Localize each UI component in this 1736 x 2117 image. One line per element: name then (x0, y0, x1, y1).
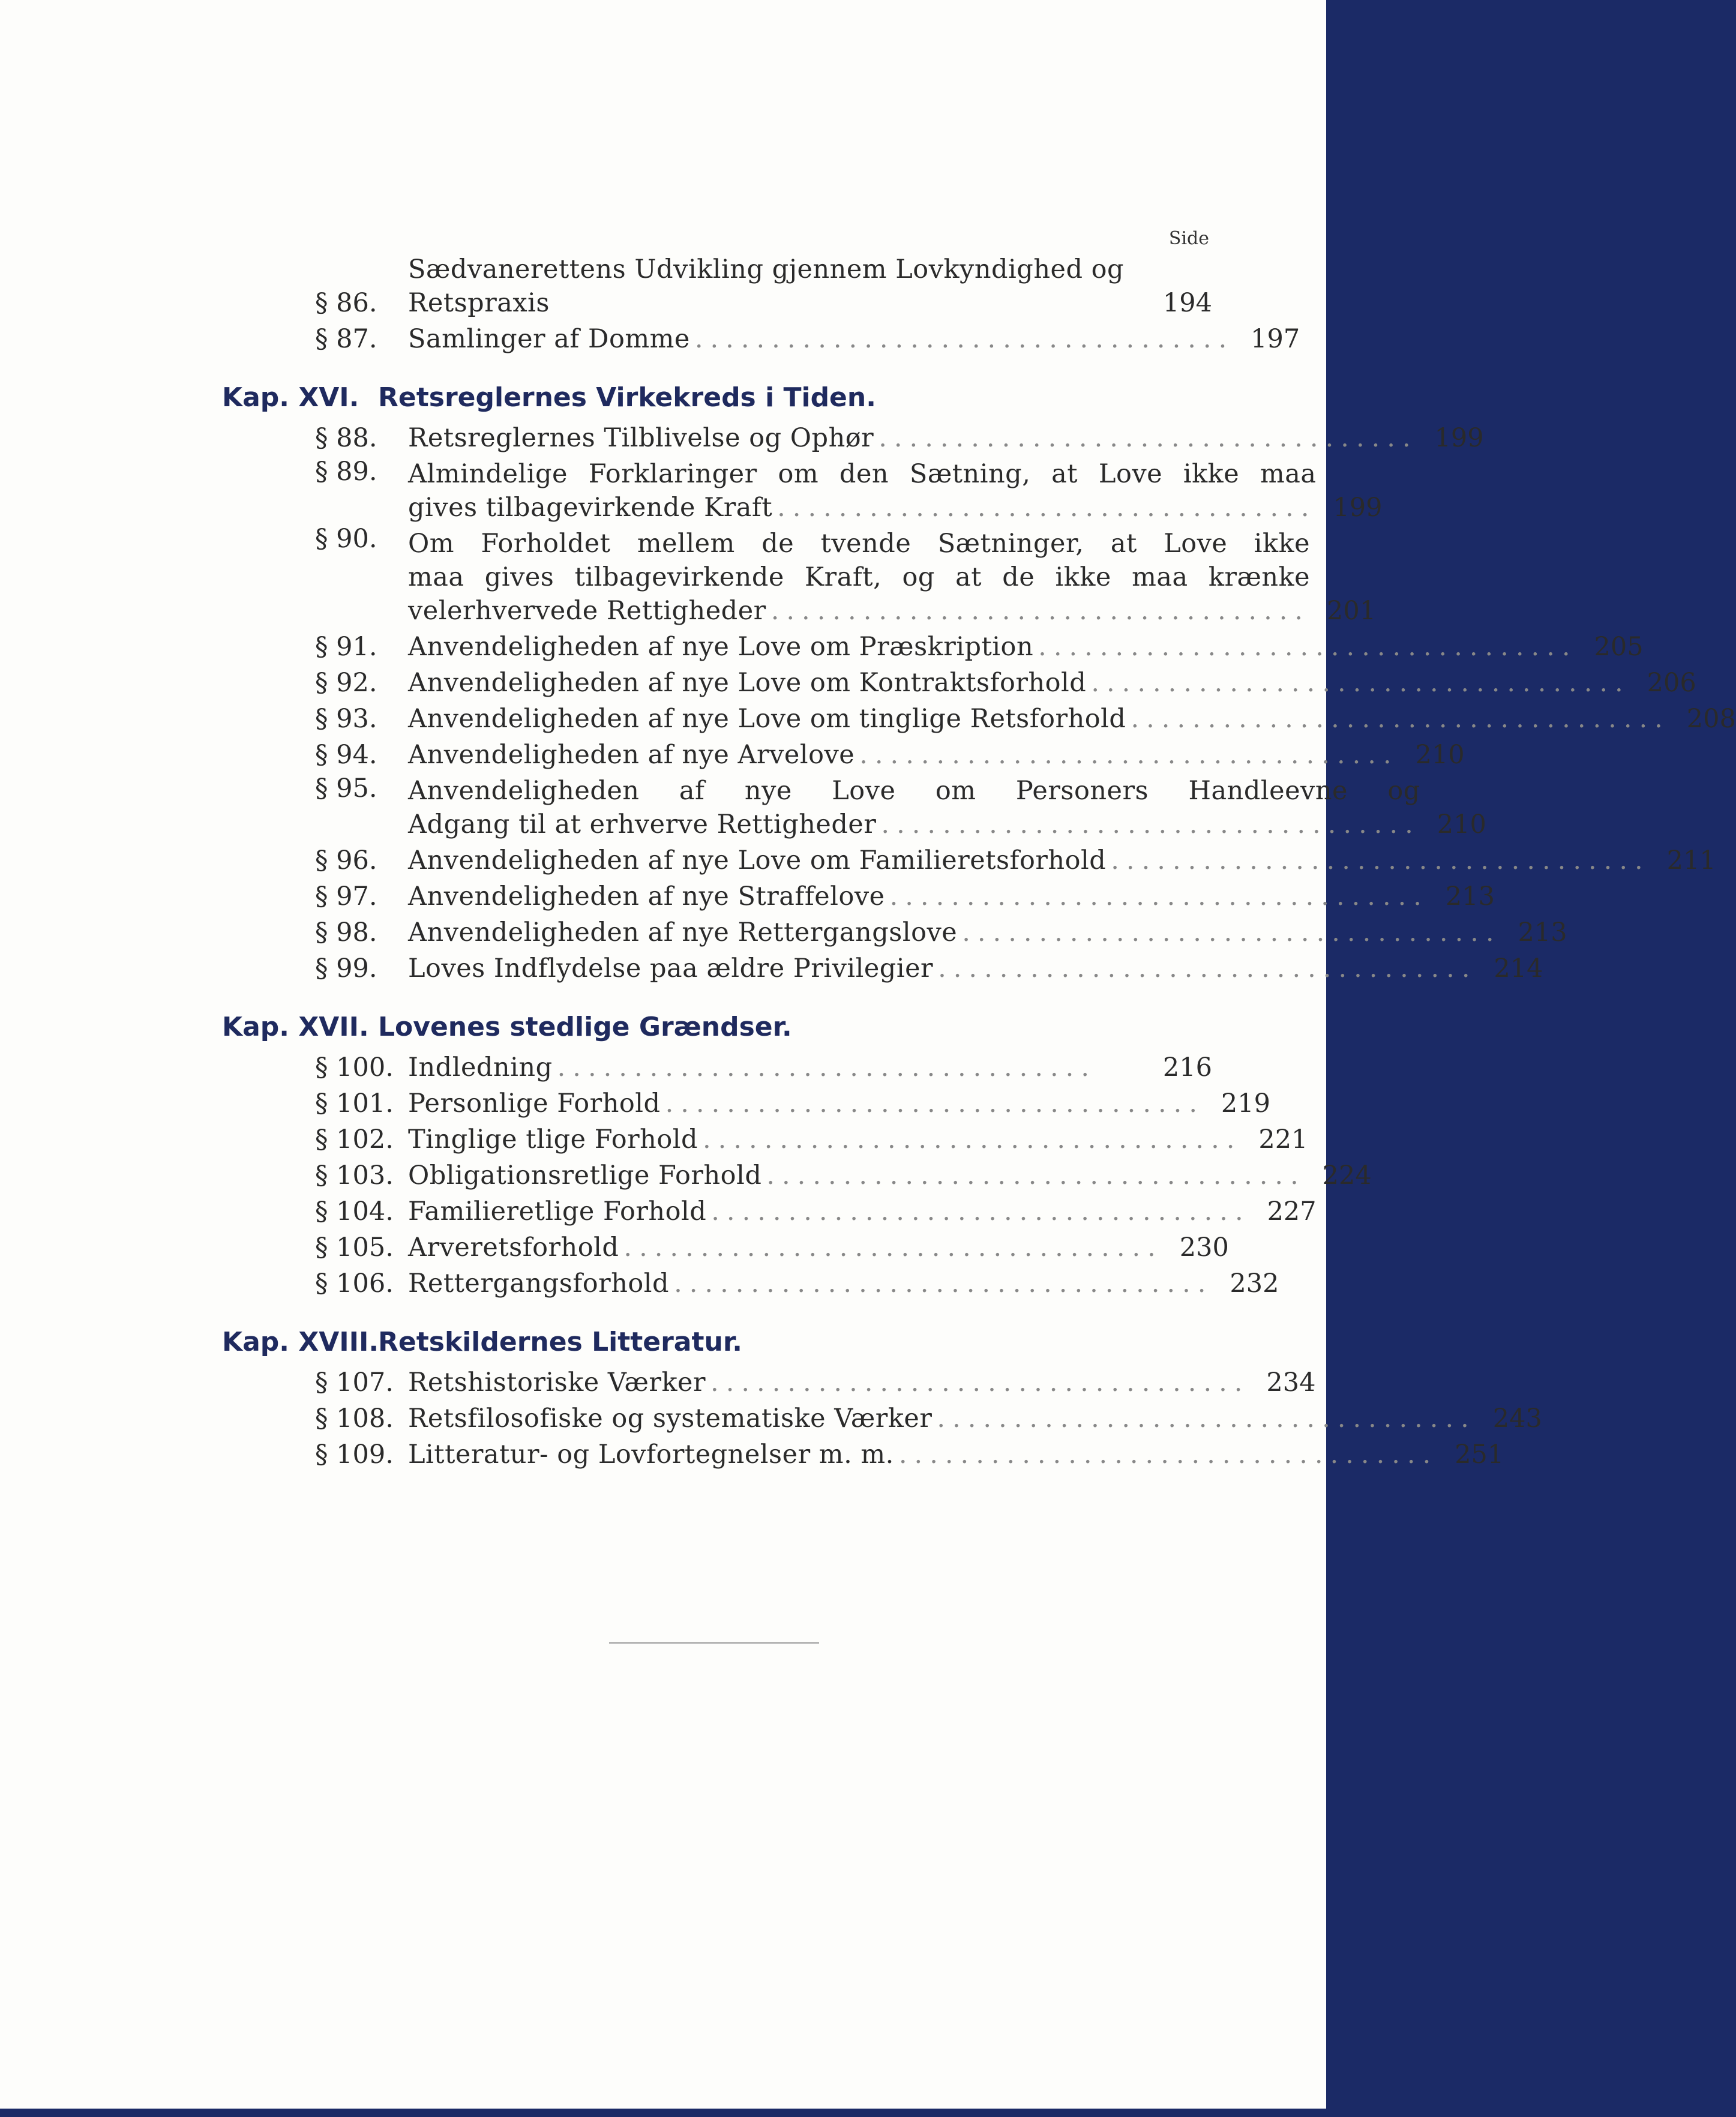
leader-dots: ................................... (710, 1368, 1250, 1398)
toc-entry (228, 421, 1484, 455)
chapter-heading (222, 382, 1212, 413)
leader-dots: ................................... (938, 953, 1477, 983)
section-number: § 94. (315, 740, 377, 770)
section-number: § 100. (315, 1052, 394, 1083)
toc-entry (228, 666, 1696, 700)
toc-entry (228, 457, 1383, 524)
leader-dots: ................................... (879, 423, 1418, 453)
page-number: 243 (1492, 1404, 1542, 1434)
entry-title: Retshistoriske Værker (408, 1368, 706, 1398)
section-number: § 101. (315, 1089, 394, 1119)
section-number: § 99. (315, 953, 377, 983)
toc-entry (228, 1051, 1212, 1084)
toc-entry (228, 702, 1736, 736)
leader-dots: ................................... (770, 596, 1311, 626)
page-number: 214 (1494, 953, 1543, 983)
page-number: 210 (1437, 809, 1486, 839)
toc-entry (228, 524, 1377, 628)
entry-title: Anvendeligheden af nye Love om Kontraktsforhold (408, 668, 1087, 698)
toc-entry (228, 1438, 1504, 1471)
chapter-number: Kap. XVII. (222, 1012, 369, 1042)
toc-entry (228, 1123, 1308, 1156)
page-number: 213 (1518, 917, 1567, 947)
page-number: 194 (1162, 288, 1212, 318)
section-number: § 91. (315, 632, 377, 662)
end-divider-rule (609, 1642, 819, 1644)
toc-entry (228, 773, 1486, 841)
page-number: 219 (1221, 1089, 1270, 1119)
page-number: 199 (1434, 423, 1484, 453)
leader-dots: ................................... (694, 324, 1234, 354)
toc-entry (228, 916, 1567, 949)
page-number: 216 (1162, 1052, 1212, 1083)
toc-entry (228, 1159, 1372, 1192)
page-number: 234 (1266, 1368, 1316, 1398)
leader-dots: ................................... (1091, 668, 1630, 698)
leader-dots: ................................... (1038, 632, 1578, 662)
section-number: § 102. (315, 1125, 394, 1155)
chapter-title: Lovenes stedlige Grændser. (378, 1012, 792, 1042)
page-number: 224 (1322, 1161, 1372, 1191)
leader-dots: ................................... (623, 1233, 1163, 1263)
entry-title: Almindelige Forklaringer om den Sætning, at Love ikke maa (408, 459, 1317, 489)
entry-title: Anvendeligheden af nye Love om tinglige Retsforhold (408, 704, 1126, 734)
leader-dots: ................................... (1111, 845, 1650, 875)
entry-title: Obligationsretlige Forhold (408, 1161, 762, 1191)
entry-title: Familieretlige Forhold (408, 1197, 707, 1227)
leader-dots: ................................... (889, 881, 1429, 911)
toc-entry (228, 322, 1300, 356)
page-number: 221 (1258, 1125, 1308, 1155)
toc-entry (228, 738, 1465, 772)
toc-entry (228, 1402, 1542, 1435)
entry-title: Retsfilosofiske og systematiske Værker (408, 1404, 933, 1434)
chapter-heading (222, 1327, 1212, 1357)
table-of-contents (222, 228, 1736, 1474)
entry-title: Rettergangsforhold (408, 1269, 670, 1299)
section-number: § 105. (315, 1233, 394, 1263)
entry-title: Om Forholdet mellem de tvende Sætninger, at Love ikke (408, 529, 1311, 559)
section-number: § 90. (315, 524, 377, 554)
section-number: § 107. (315, 1368, 394, 1398)
section-number: § 108. (315, 1404, 394, 1434)
page-number: 230 (1179, 1233, 1229, 1263)
leader-dots: ................................... (881, 809, 1420, 839)
entry-title: Samlinger af Domme (408, 324, 690, 354)
entry-title: Personlige Forhold (408, 1089, 661, 1119)
entry-title: Sædvanerettens Udvikling gjennem Lovkyndighed og Retspraxis (408, 254, 1125, 318)
section-number: § 97. (315, 881, 377, 911)
page-number: 206 (1647, 668, 1696, 698)
page-number: 232 (1230, 1269, 1279, 1299)
entry-title: Anvendeligheden af nye Love om Præskription (408, 632, 1034, 662)
page-number: 205 (1594, 632, 1644, 662)
section-number: § 98. (315, 917, 377, 947)
entry-title-continued: gives tilbagevirkende Kraft (408, 493, 773, 523)
leader-dots: ................................... (557, 1052, 1097, 1083)
section-number: § 96. (315, 845, 377, 875)
toc-entry (228, 880, 1495, 913)
entry-title: Retsreglernes Tilblivelse og Ophør (408, 423, 874, 453)
section-number: § 106. (315, 1269, 394, 1299)
section-number: § 86. (315, 288, 377, 318)
leader-dots: ................................... (1131, 704, 1670, 734)
page-number: 213 (1445, 881, 1495, 911)
leader-dots: ................................... (674, 1269, 1213, 1299)
section-number: § 87. (315, 324, 377, 354)
section-number: § 95. (315, 773, 377, 803)
entry-title: Indledning (408, 1052, 553, 1083)
toc-entry (228, 1195, 1317, 1228)
page-number: 210 (1415, 740, 1465, 770)
toc-entry (228, 1267, 1279, 1300)
section-number: § 89. (315, 457, 377, 487)
entry-title: Anvendeligheden af nye Rettergangslove (408, 917, 958, 947)
entry-title: Anvendeligheden af nye Love om Personers Handleevne og (408, 776, 1420, 806)
page-number: 211 (1666, 845, 1716, 875)
toc-entry (228, 1231, 1229, 1264)
entry-title: Litteratur- og Lovfortegnelser m. m. (408, 1440, 894, 1470)
entry-title: Arveretsforhold (408, 1233, 619, 1263)
chapter-number: Kap. XVI. (222, 382, 359, 413)
page-number: 201 (1327, 596, 1377, 626)
section-number: § 92. (315, 668, 377, 698)
section-number: § 93. (315, 704, 377, 734)
section-number: § 104. (315, 1197, 394, 1227)
entry-title-continued: velerhvervede Rettigheder (408, 596, 766, 626)
page-number: 208 (1686, 704, 1736, 734)
entry-title: Anvendeligheden af nye Straffelove (408, 881, 885, 911)
entry-title: Tinglige tlige Forhold (408, 1125, 698, 1155)
chapter-number: Kap. XVIII. (222, 1327, 379, 1357)
toc-entry (228, 630, 1644, 664)
entry-title-continued: Adgang til at erhverve Rettigheder (408, 809, 877, 839)
leader-dots: ................................... (962, 917, 1501, 947)
entry-title-continued: maa gives tilbagevirkende Kraft, og at de ikke maa krænke (408, 562, 1311, 592)
toc-entry (228, 844, 1716, 877)
section-number: § 103. (315, 1161, 394, 1191)
leader-dots: ................................... (711, 1197, 1251, 1227)
page-number: 251 (1455, 1440, 1504, 1470)
leader-dots: ................................... (859, 740, 1399, 770)
side-column-label: Side (1168, 228, 1209, 249)
toc-entry (228, 952, 1543, 985)
chapter-title: Retskildernes Litteratur. (378, 1327, 742, 1357)
section-number: § 109. (315, 1440, 394, 1470)
toc-entry (228, 1087, 1270, 1120)
leader-dots: ................................... (703, 1125, 1242, 1155)
entry-title: Anvendeligheden af nye Love om Familieretsforhold (408, 845, 1107, 875)
leader-dots: ................................... (898, 1440, 1438, 1470)
leader-dots: ................................... (665, 1089, 1204, 1119)
toc-entry (228, 1366, 1316, 1399)
page-number: 199 (1333, 493, 1383, 523)
page-number: 197 (1251, 324, 1300, 354)
entry-title: Loves Indflydelse paa ældre Privilegier (408, 953, 934, 983)
section-number: § 88. (315, 423, 377, 453)
entry-title: Anvendeligheden af nye Arvelove (408, 740, 855, 770)
page-number: 227 (1267, 1197, 1317, 1227)
chapter-title: Retsreglernes Virkekreds i Tiden. (378, 382, 876, 413)
leader-dots: ................................... (777, 493, 1317, 523)
leader-dots: ................................... (766, 1161, 1306, 1191)
chapter-heading (222, 1012, 1212, 1042)
toc-entry (228, 253, 1212, 320)
leader-dots: ................................... (937, 1404, 1476, 1434)
